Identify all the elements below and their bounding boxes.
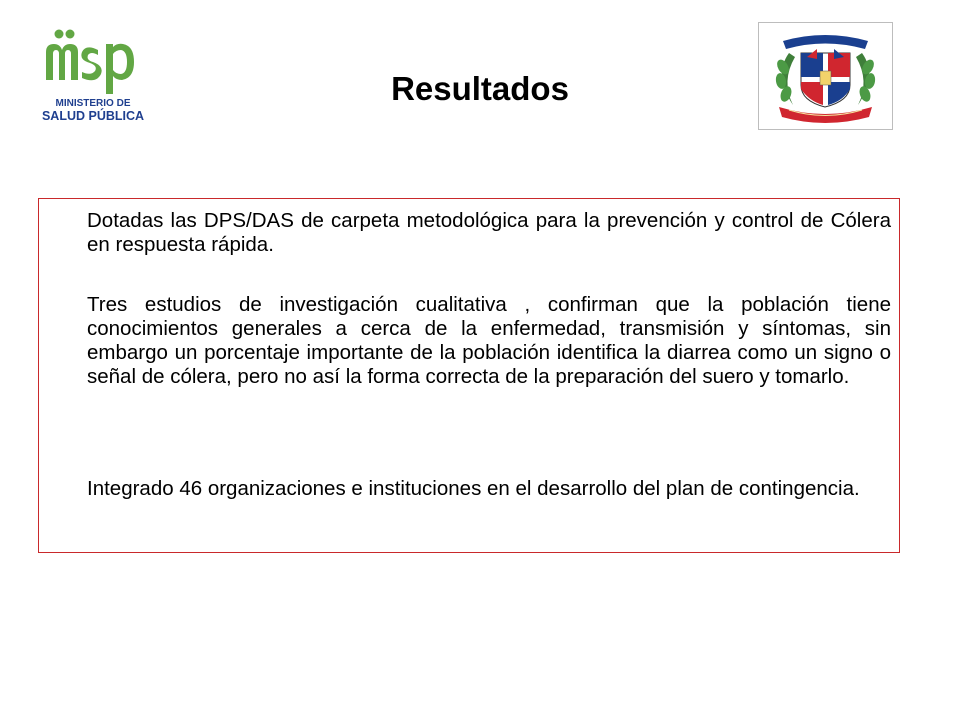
svg-text:MINISTERIO DE: MINISTERIO DE bbox=[55, 98, 131, 109]
page-title: Resultados bbox=[391, 70, 569, 107]
result-paragraph-1: Dotadas las DPS/DAS de carpeta metodológica para la prevención y control de Cólera en respuesta rápida. bbox=[87, 209, 891, 256]
results-box bbox=[38, 198, 900, 553]
svg-text:SALUD PÚBLICA: SALUD PÚBLICA bbox=[41, 109, 145, 123]
result-paragraph-2: Tres estudios de investigación cualitativa , confirman que la población tiene conocimientos generales a cerca de la enfermedad, transmisión y síntomas, sin embargo un porcentaje importante de la población identifica la diarrea como un signo o señal de cólera, pero no así la forma correcta de la preparación del suero y tomarlo. bbox=[87, 293, 891, 388]
result-paragraph-3: Integrado 46 organizaciones e instituciones en el desarrollo del plan de contingencia. bbox=[87, 477, 860, 500]
coat-of-arms bbox=[758, 22, 893, 130]
coat-of-arms-icon bbox=[759, 23, 892, 129]
